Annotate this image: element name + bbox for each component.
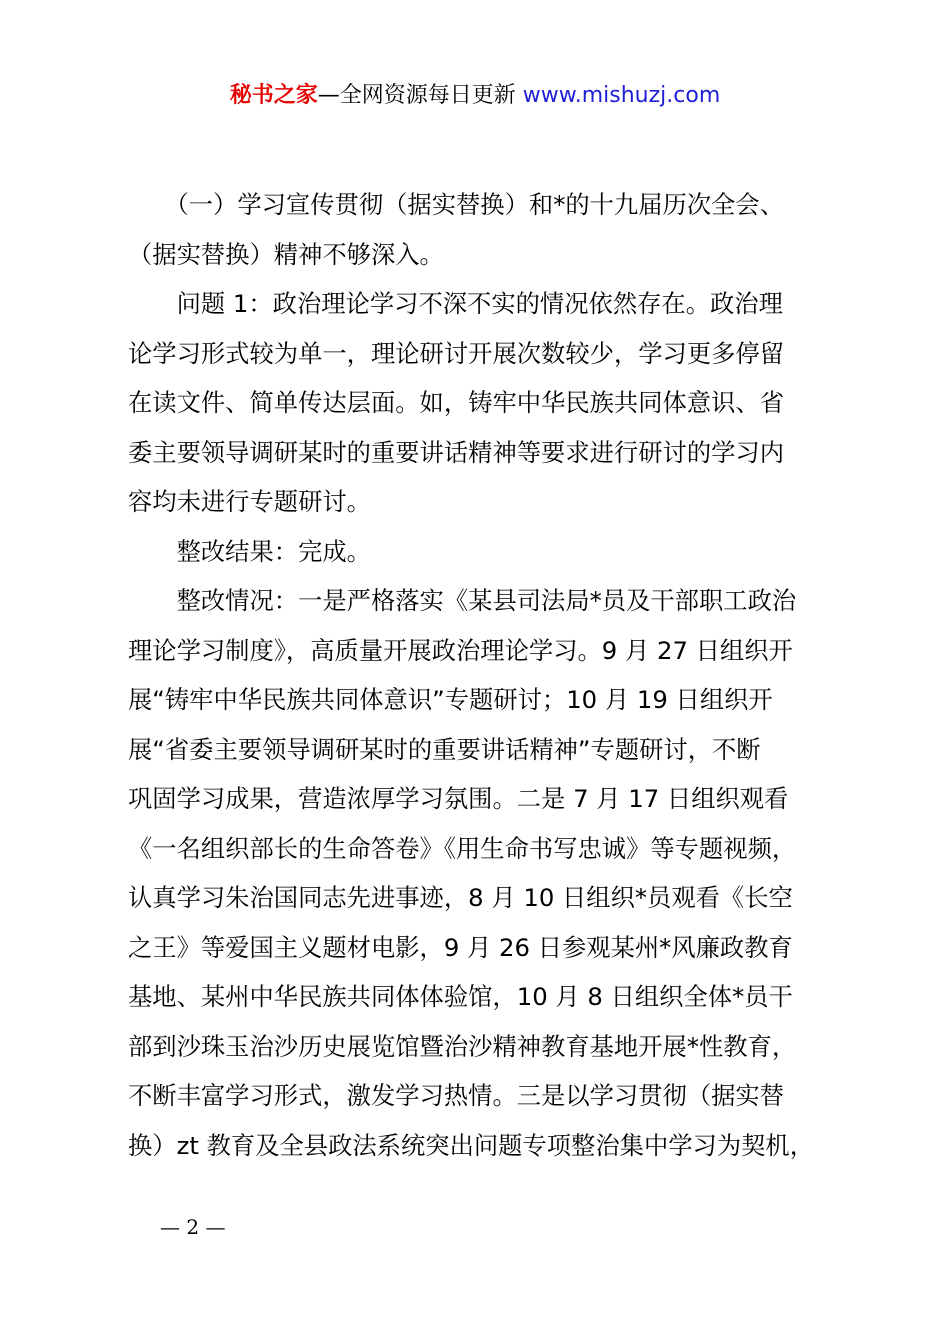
text-line: 委主要领导调研某时的重要讲话精神等要求进行研讨的学习内: [128, 437, 785, 467]
site-header: [0, 80, 950, 112]
text-line: 整改情况：一是严格落实《某县司法局*员及干部职工政治: [128, 586, 797, 615]
text-line: 换）zt 教育及全县政法系统突出问题专项整治集中学习为契机，: [128, 1130, 815, 1160]
text-line: 《一名组织部长的生命答卷》《用生命书写忠诚》等专题视频，: [128, 833, 797, 863]
text-line: 部到沙珠玉治沙历史展览馆暨治沙精神教育基地开展*性教育，: [128, 1031, 797, 1061]
page-number: — 2 —: [160, 1215, 226, 1239]
document-body: [128, 180, 834, 1170]
text-line: 之王》等爱国主义题材电影，9 月 26 日参观某州*风廉政教育: [128, 932, 793, 962]
text-line: 不断丰富学习形式，激发学习热情。三是以学习贯彻（据实替: [128, 1081, 785, 1110]
text-line: 论学习形式较为单一，理论研讨开展次数较少，学习更多停留: [128, 338, 785, 368]
text-line: 在读文件、简单传达层面。如，铸牢中华民族共同体意识、省: [128, 388, 785, 417]
text-line: 展“省委主要领导调研某时的重要讲话精神”专题研讨，不断: [128, 734, 761, 764]
text-line: （据实替换）精神不够深入。: [128, 239, 444, 269]
header-tagline: —全网资源每日更新: [317, 83, 516, 108]
text-line: 巩固学习成果，营造浓厚学习氛围。二是 7 月 17 日组织观看: [128, 784, 789, 813]
site-url-link[interactable]: www.mishuzj.com: [522, 83, 721, 108]
text-line: 认真学习朱治国同志先进事迹，8 月 10 日组织*员观看《长空: [128, 883, 793, 912]
text-line: 基地、某州中华民族共同体体验馆，10 月 8 日组织全体*员干: [128, 982, 793, 1011]
text-line: 理论学习制度》，高质量开展政治理论学习。9 月 27 日组织开: [128, 635, 793, 665]
text-line: 问题 1：政治理论学习不深不实的情况依然存在。政治理: [128, 289, 783, 318]
text-line: 整改结果：完成。: [128, 536, 371, 566]
text-line: 展“铸牢中华民族共同体意识”专题研讨；10 月 19 日组织开: [128, 685, 773, 714]
text-line: 容均未进行专题研讨。: [128, 487, 371, 516]
text-line: （一）学习宣传贯彻（据实替换）和*的十九届历次全会、: [128, 190, 785, 219]
brand-name: 秘书之家: [229, 83, 318, 108]
